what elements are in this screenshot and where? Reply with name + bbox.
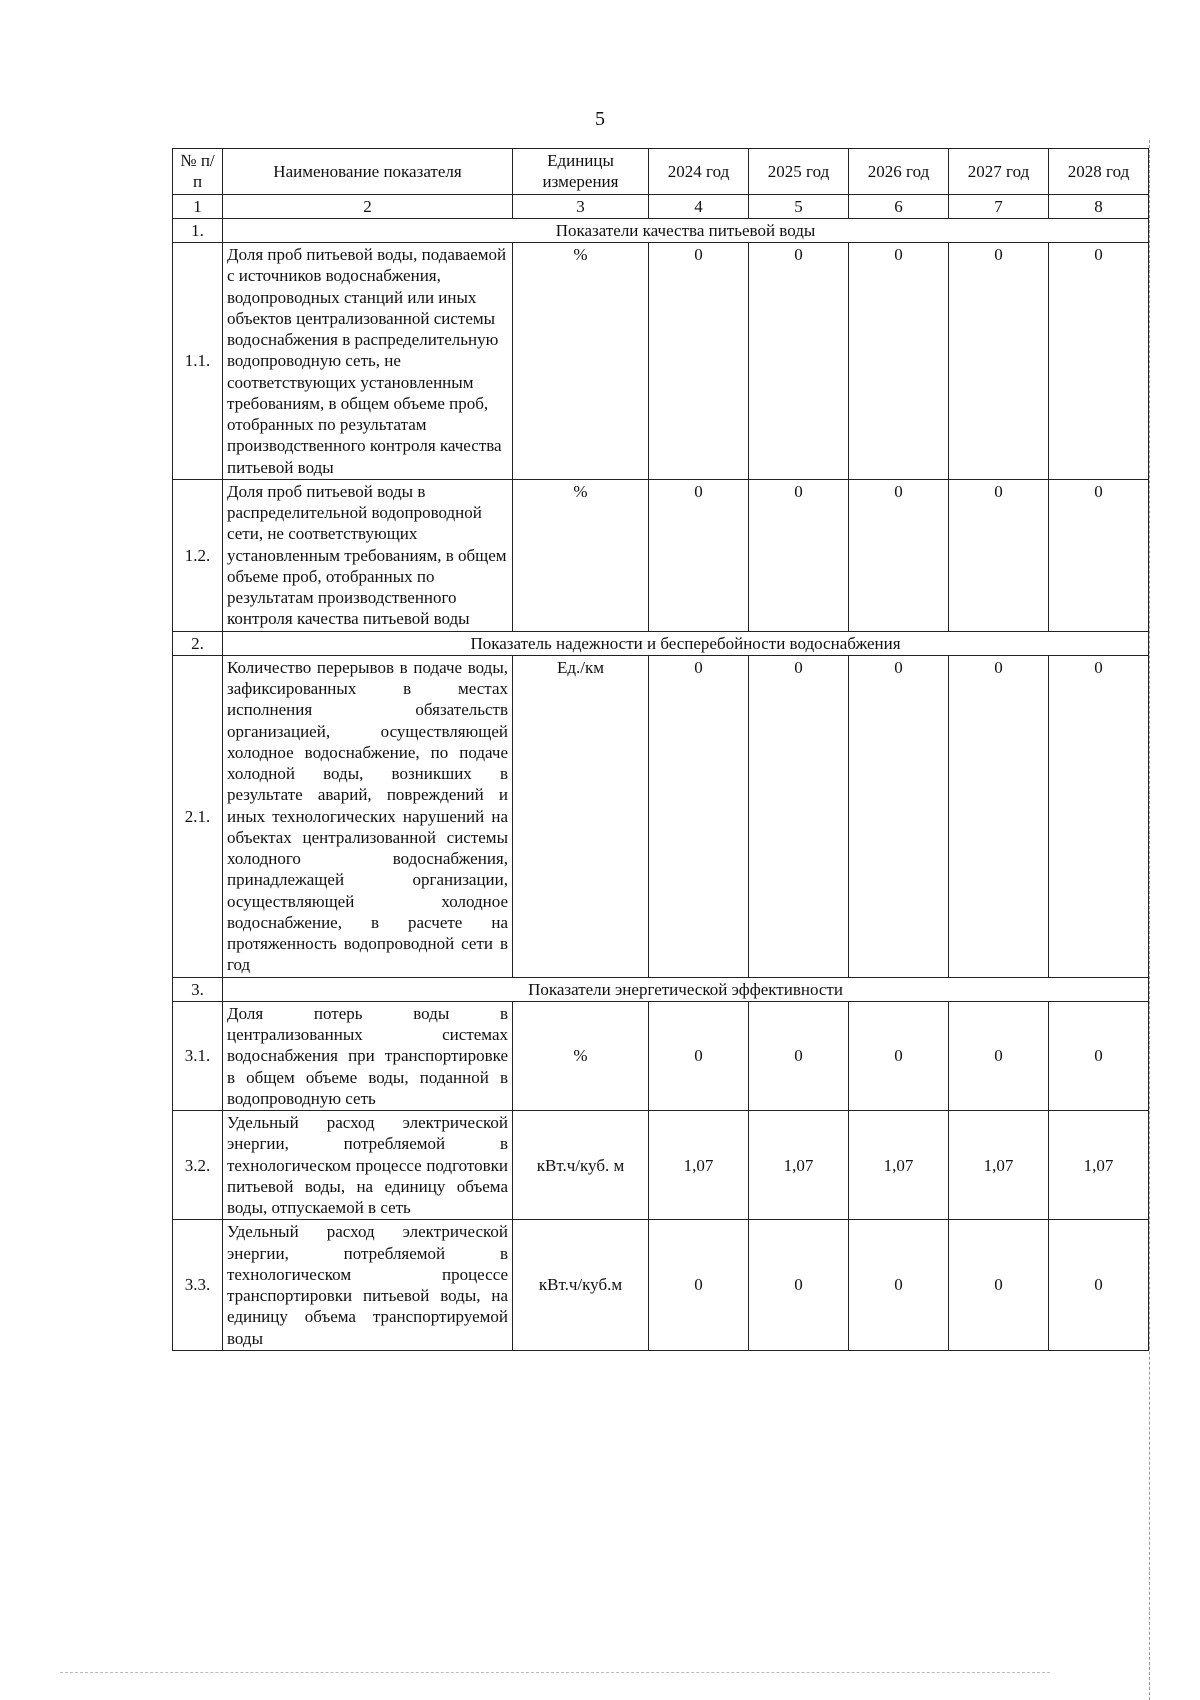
value-cell: 1,07 [749,1111,849,1220]
value-cell: 0 [949,655,1049,977]
section-row [173,977,1149,1001]
value-cell: 0 [649,655,749,977]
value-cell: 0 [749,1001,849,1110]
value-cell: 0 [749,243,849,480]
indicators-table [172,148,1149,1351]
value-cell: 0 [649,243,749,480]
section-row [173,218,1149,242]
section-row [173,631,1149,655]
value-cell: 0 [849,655,949,977]
value-cell: 0 [749,655,849,977]
unit-cell: кВт.ч/куб.м [513,1220,649,1351]
value-cell: 0 [1049,479,1149,631]
header-num: № п/п [173,149,223,195]
row-number: 1.1. [173,243,223,480]
value-cell: 0 [849,479,949,631]
value-cell: 0 [649,479,749,631]
row-number: 3.2. [173,1111,223,1220]
table-row [173,655,1149,977]
indicator-name: Доля потерь воды в централизованных системах водоснабжения при транспортировке в общем объеме воды, поданной в водопроводную сеть [223,1001,513,1110]
value-cell: 0 [749,479,849,631]
value-cell: 0 [649,1001,749,1110]
column-number: 5 [749,194,849,218]
indicator-name: Количество перерывов в подаче воды, зафиксированных в местах исполнения обязательств организацией, осуществляющей холодное водоснабжение, по подаче холодной воды, возникших в результате аварий, повреждений и иных технологических нарушений на объектах централизованной системы холодного водоснабжения, принадлежащей организации, осуществляющей холодное водоснабжение, в расчете на протяженность водопроводной сети в год [223,655,513,977]
value-cell: 1,07 [949,1111,1049,1220]
unit-cell: кВт.ч/куб. м [513,1111,649,1220]
value-cell: 0 [949,479,1049,631]
table-row [173,1001,1149,1110]
column-number: 6 [849,194,949,218]
scan-edge-line [1149,140,1150,1700]
header-unit: Единицы измерения [513,149,649,195]
indicator-name: Удельный расход электрической энергии, потребляемой в технологическом процессе подготовки питьевой воды, на единицу объема воды, отпускаемой в сеть [223,1111,513,1220]
header-year-2027: 2027 год [949,149,1049,195]
unit-cell: % [513,243,649,480]
table-row [173,243,1149,480]
section-title: Показатели энергетической эффективности [223,977,1149,1001]
section-number: 3. [173,977,223,1001]
section-number: 2. [173,631,223,655]
header-name: Наименование показателя [223,149,513,195]
column-number: 2 [223,194,513,218]
value-cell: 0 [649,1220,749,1351]
row-number: 1.2. [173,479,223,631]
unit-cell: Ед./км [513,655,649,977]
value-cell: 0 [849,243,949,480]
column-number: 4 [649,194,749,218]
unit-cell: % [513,479,649,631]
scan-bottom-line [60,1672,1050,1673]
row-number: 3.3. [173,1220,223,1351]
table-row [173,1111,1149,1220]
value-cell: 0 [1049,655,1149,977]
value-cell: 0 [949,243,1049,480]
header-year-2026: 2026 год [849,149,949,195]
column-number: 8 [1049,194,1149,218]
indicator-name: Удельный расход электрической энергии, потребляемой в технологическом процессе транспортировки питьевой воды, на единицу объема транспортируемой воды [223,1220,513,1351]
row-number: 3.1. [173,1001,223,1110]
value-cell: 1,07 [1049,1111,1149,1220]
value-cell: 0 [949,1220,1049,1351]
value-cell: 1,07 [849,1111,949,1220]
unit-cell: % [513,1001,649,1110]
value-cell: 0 [1049,1220,1149,1351]
column-number: 3 [513,194,649,218]
header-year-2025: 2025 год [749,149,849,195]
table-row [173,479,1149,631]
value-cell: 0 [1049,1001,1149,1110]
value-cell: 0 [749,1220,849,1351]
header-year-2028: 2028 год [1049,149,1149,195]
section-number: 1. [173,218,223,242]
column-number: 7 [949,194,1049,218]
table-row [173,1220,1149,1351]
value-cell: 0 [949,1001,1049,1110]
section-title: Показатель надежности и бесперебойности водоснабжения [223,631,1149,655]
header-year-2024: 2024 год [649,149,749,195]
header-row [173,149,1149,195]
page-number: 5 [595,108,605,130]
value-cell: 1,07 [649,1111,749,1220]
indicator-name: Доля проб питьевой воды в распределительной водопроводной сети, не соответствующих установленным требованиям, в общем объеме проб, отобранных по результатам производственного контроля качества питьевой воды [223,479,513,631]
column-number: 1 [173,194,223,218]
value-cell: 0 [849,1220,949,1351]
value-cell: 0 [849,1001,949,1110]
column-numbers-row [173,194,1149,218]
section-title: Показатели качества питьевой воды [223,218,1149,242]
row-number: 2.1. [173,655,223,977]
indicator-name: Доля проб питьевой воды, подаваемой с источников водоснабжения, водопроводных станций или иных объектов централизованной системы водоснабжения в распределительную водопроводную сеть, не соответствующих установленным требованиям, в общем объеме проб, отобранных по результатам производственного контроля качества питьевой воды [223,243,513,480]
value-cell: 0 [1049,243,1149,480]
